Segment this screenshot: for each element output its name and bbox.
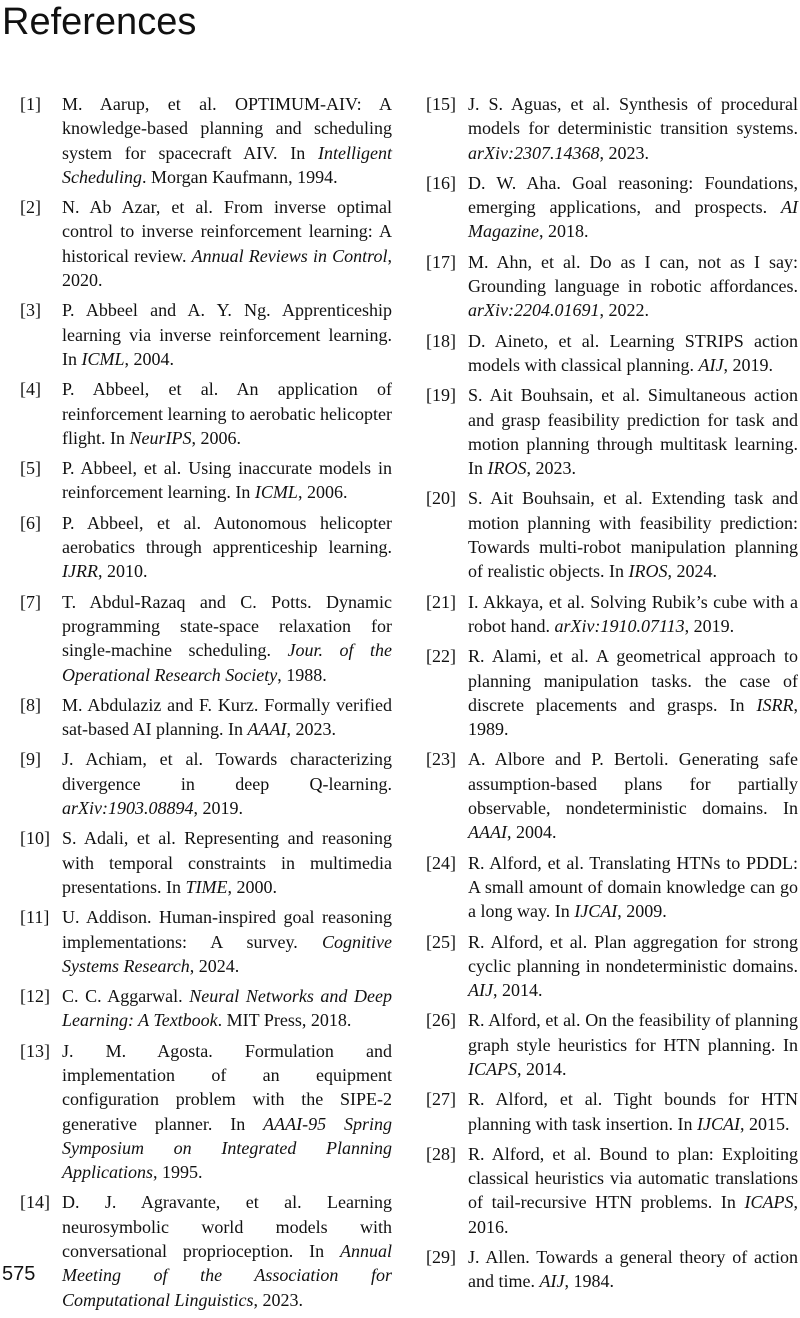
reference-venue: ICML — [81, 348, 125, 369]
reference-text — [468, 1245, 798, 1294]
reference-venue: ICAPS — [468, 1058, 517, 1079]
reference-venue: arXiv:1903.08894 — [62, 798, 194, 819]
reference-text — [468, 1008, 798, 1081]
reference-venue: arXiv:2204.01691 — [468, 300, 600, 321]
reference-segment: , 1995. — [153, 1162, 203, 1183]
reference-text — [62, 984, 392, 1033]
reference-segment: S. Ait Bouhsain, et al. Extending task and motion planning with feasibility prediction: Towards multi-robot manipulation planning of realistic objects. In — [468, 488, 798, 582]
reference-entry — [20, 456, 392, 505]
reference-venue: IJRR — [62, 561, 98, 582]
reference-number: [12] — [20, 986, 50, 1007]
reference-segment: S. Ait Bouhsain, et al. Simultaneous action and grasp feasibility prediction for task and motion planning through multitask learning. In — [468, 385, 798, 479]
page-number: 575 — [2, 1263, 36, 1285]
reference-number: [19] — [426, 385, 456, 406]
reference-text — [62, 377, 392, 450]
reference-segment: U. Addison. Human-inspired goal reasoning implementations: A survey. — [62, 907, 392, 952]
reference-venue: ICAPS — [744, 1192, 794, 1213]
reference-segment: D. J. Agravante, et al. Learning neurosymbolic world models with conversational proprioception. In — [62, 1192, 392, 1262]
reference-text — [468, 1142, 798, 1239]
reference-entry — [426, 1245, 798, 1294]
reference-text — [62, 456, 392, 505]
reference-text — [62, 747, 392, 820]
reference-entry — [20, 298, 392, 371]
reference-number: [21] — [426, 591, 456, 612]
reference-entry — [426, 1008, 798, 1081]
reference-segment: P. Abbeel, et al. Autonomous helicopter aerobatics through apprenticeship learning. — [62, 512, 392, 558]
reference-venue: Jour. of the Operational Research Society — [62, 640, 392, 685]
reference-number: [4] — [20, 379, 41, 400]
reference-venue: NeurIPS — [129, 427, 192, 448]
reference-segment: R. Alford, et al. Translating HTNs to PDDL: A small amount of domain knowledge can go a long way. In — [468, 852, 798, 922]
reference-segment: , 2023. — [526, 458, 576, 479]
reference-entry — [20, 693, 392, 742]
reference-segment: , 2022. — [599, 300, 649, 321]
reference-segment: M. Aarup, et al. OPTIMUM-AIV: A knowledge-based planning and scheduling system for spacecraft AIV. In — [62, 94, 392, 163]
reference-number: [23] — [426, 749, 456, 770]
reference-entry — [426, 1087, 798, 1136]
reference-text — [468, 171, 798, 244]
reference-segment: , 2000. — [227, 876, 277, 897]
reference-text — [468, 590, 798, 639]
reference-number: [11] — [20, 907, 50, 928]
reference-segment: , 2023. — [286, 719, 336, 740]
reference-text — [468, 250, 798, 323]
reference-number: [1] — [20, 94, 41, 114]
reference-entry — [426, 383, 798, 480]
reference-segment: , 2004. — [124, 348, 175, 369]
reference-segment: M. Abdulaziz and F. Kurz. Formally verified sat-based AI planning. In — [62, 694, 392, 740]
reference-text — [62, 905, 392, 978]
reference-entry — [426, 92, 798, 165]
reference-segment: M. Ahn, et al. Do as I can, not as I say: Grounding language in robotic affordances. — [468, 251, 798, 297]
reference-segment: P. Abbeel, et al. An application of reinforcement learning to aerobatic helicopter flight. In — [62, 379, 392, 448]
reference-segment: T. Abdul-Razaq and C. Potts. Dynamic programming state-space relaxation for single-machine scheduling. — [62, 591, 392, 661]
page-title: References — [2, 1, 197, 43]
reference-segment: R. Alford, et al. Plan aggregation for strong cyclic planning in nondeterministic domains. — [468, 931, 798, 976]
reference-entry — [426, 486, 798, 583]
reference-venue: Neural Networks and Deep Learning: A Textbook — [62, 986, 392, 1031]
reference-segment: , 2016. — [468, 1192, 798, 1237]
reference-text — [468, 486, 798, 583]
reference-number: [29] — [426, 1247, 456, 1268]
references-column-right — [426, 92, 798, 1300]
reference-segment: C. C. Aggarwal. — [62, 986, 190, 1007]
reference-text — [62, 298, 392, 371]
reference-segment: , 2018. — [539, 221, 589, 242]
reference-text — [62, 693, 392, 742]
reference-number: [2] — [20, 197, 41, 218]
reference-segment: D. Aineto, et al. Learning STRIPS action models with classical planning. — [468, 330, 798, 375]
reference-segment: , 1984. — [564, 1271, 614, 1292]
reference-entry — [20, 195, 392, 292]
reference-number: [25] — [426, 931, 456, 952]
reference-segment: N. Ab Azar, et al. From inverse optimal control to inverse reinforcement learning: A historical review. — [62, 197, 392, 266]
reference-entry — [426, 747, 798, 844]
reference-number: [22] — [426, 646, 456, 667]
reference-number: [27] — [426, 1089, 456, 1110]
reference-number: [17] — [426, 251, 456, 272]
reference-text — [468, 383, 798, 480]
reference-segment: J. Achiam, et al. Towards characterizing divergence in deep Q-learning. — [62, 749, 392, 794]
reference-entry — [426, 250, 798, 323]
reference-entry — [426, 851, 798, 924]
reference-segment: , 1989. — [468, 694, 798, 740]
reference-text — [468, 851, 798, 924]
reference-number: [3] — [20, 300, 41, 321]
reference-venue: AI Magazine — [468, 197, 798, 242]
reference-number: [14] — [20, 1192, 50, 1213]
reference-segment: , 2014. — [492, 980, 543, 1001]
reference-entry — [20, 92, 392, 189]
reference-segment: . Morgan Kaufmann, 1994. — [141, 166, 338, 187]
reference-entry — [20, 377, 392, 450]
reference-venue: arXiv:2307.14368 — [468, 142, 600, 163]
reference-entry — [426, 644, 798, 741]
reference-segment: R. Alami, et al. A geometrical approach to planning manipulation tasks. the case of discrete placements and grasps. In — [468, 646, 798, 715]
reference-number: [6] — [20, 512, 41, 533]
reference-venue: AAAI — [468, 822, 507, 843]
reference-entry — [20, 511, 392, 584]
reference-segment: A. Albore and P. Bertoli. Generating safe assumption-based plans for partially observable, nondeterministic domains. In — [468, 749, 798, 819]
reference-segment: J. S. Aguas, et al. Synthesis of procedural models for deterministic transition systems. — [468, 94, 798, 139]
reference-text — [62, 826, 392, 899]
reference-segment: P. Abbeel and A. Y. Ng. Apprenticeship learning via inverse reinforcement learning. In — [62, 300, 392, 369]
reference-segment: . MIT Press, 2018. — [217, 1010, 352, 1031]
reference-text — [468, 644, 798, 741]
reference-number: [24] — [426, 852, 456, 873]
reference-text — [468, 930, 798, 1003]
reference-entry — [426, 590, 798, 639]
reference-segment: , 2015. — [739, 1113, 790, 1134]
reference-segment: J. M. Agosta. Formulation and implementation of an equipment configuration problem with the SIPE-2 generative planner. In — [62, 1040, 392, 1134]
reference-venue: Annual Reviews in Control — [191, 245, 388, 266]
reference-number: [18] — [426, 330, 456, 351]
reference-number: [7] — [20, 591, 41, 612]
reference-entry — [20, 826, 392, 899]
reference-venue: IROS — [628, 561, 668, 582]
reference-segment: D. W. Aha. Goal reasoning: Foundations, emerging applications, and prospects. — [468, 172, 798, 218]
reference-entry — [20, 747, 392, 820]
reference-number: [8] — [20, 694, 41, 715]
reference-text — [62, 1039, 392, 1185]
reference-venue: AAAI-95 Spring Symposium on Integrated Planning Applications — [62, 1113, 392, 1183]
reference-entry — [426, 930, 798, 1003]
reference-segment: R. Alford, et al. Bound to plan: Exploiting classical heuristics via automatic translations of tail-recursive HTN problems. In — [468, 1143, 798, 1213]
reference-number: [13] — [20, 1040, 50, 1061]
reference-number: [16] — [426, 172, 456, 193]
reference-venue: Cognitive Systems Research — [62, 931, 392, 976]
reference-venue: TIME — [185, 876, 228, 897]
reference-number: [10] — [20, 828, 50, 849]
reference-venue: AIJ — [539, 1271, 565, 1292]
reference-venue: Intelligent Scheduling — [62, 142, 392, 187]
reference-venue: arXiv:1910.07113 — [554, 615, 685, 636]
reference-entry — [20, 1190, 392, 1311]
reference-segment: , 2019. — [193, 798, 243, 819]
reference-segment: , 2020. — [62, 245, 392, 291]
reference-text — [62, 1190, 392, 1311]
reference-segment: , 2004. — [506, 822, 557, 843]
reference-venue: AAAI — [247, 719, 287, 740]
reference-number: [9] — [20, 749, 41, 770]
reference-venue: IJCAI — [696, 1113, 740, 1134]
reference-segment: R. Alford, et al. Tight bounds for HTN planning with task insertion. In — [468, 1089, 798, 1134]
reference-text — [62, 92, 392, 189]
reference-venue: IROS — [487, 458, 527, 479]
reference-entry — [20, 590, 392, 687]
reference-segment: , 2006. — [297, 482, 348, 503]
reference-entry — [426, 171, 798, 244]
reference-segment: , 2014. — [517, 1058, 567, 1079]
reference-segment: S. Adali, et al. Representing and reasoning with temporal constraints in multimedia presentations. In — [62, 828, 392, 897]
reference-entry — [426, 1142, 798, 1239]
reference-number: [28] — [426, 1143, 456, 1164]
reference-number: [15] — [426, 94, 456, 114]
reference-number: [20] — [426, 488, 456, 509]
reference-segment: , 2023. — [599, 142, 649, 163]
reference-text — [468, 329, 798, 378]
reference-text — [468, 92, 798, 165]
reference-venue: ISRR — [756, 694, 794, 715]
reference-venue: IJCAI — [574, 901, 618, 922]
reference-venue: Annual Meeting of the Association for Computational Linguistics — [62, 1241, 392, 1310]
reference-segment: , 2006. — [191, 427, 241, 448]
reference-text — [62, 590, 392, 687]
reference-entry — [426, 329, 798, 378]
reference-text — [468, 1087, 798, 1136]
reference-segment: R. Alford, et al. On the feasibility of planning graph style heuristics for HTN planning. In — [468, 1010, 798, 1055]
reference-text — [468, 747, 798, 844]
reference-venue: AIJ — [468, 980, 493, 1001]
reference-venue: AIJ — [698, 354, 724, 375]
reference-segment: , 1988. — [277, 664, 327, 685]
reference-entry — [20, 984, 392, 1033]
reference-segment: , 2010. — [97, 561, 148, 582]
reference-number: [26] — [426, 1010, 456, 1031]
reference-segment: , 2023. — [253, 1289, 304, 1310]
reference-segment: , 2024. — [189, 955, 240, 976]
reference-segment: , 2009. — [617, 901, 667, 922]
reference-segment: P. Abbeel, et al. Using inaccurate models in reinforcement learning. In — [62, 458, 392, 503]
reference-entry — [20, 905, 392, 978]
reference-segment: I. Akkaya, et al. Solving Rubik’s cube with a robot hand. — [468, 591, 798, 636]
reference-segment: J. Allen. Towards a general theory of action and time. — [468, 1247, 798, 1292]
reference-text — [62, 511, 392, 584]
reference-number: [5] — [20, 458, 41, 479]
reference-segment: , 2019. — [723, 354, 773, 375]
reference-segment: , 2024. — [667, 561, 717, 582]
reference-entry — [20, 1039, 392, 1185]
references-column-left — [20, 92, 392, 1318]
reference-text — [62, 195, 392, 292]
reference-segment: , 2019. — [684, 615, 735, 636]
reference-venue: ICML — [254, 482, 298, 503]
